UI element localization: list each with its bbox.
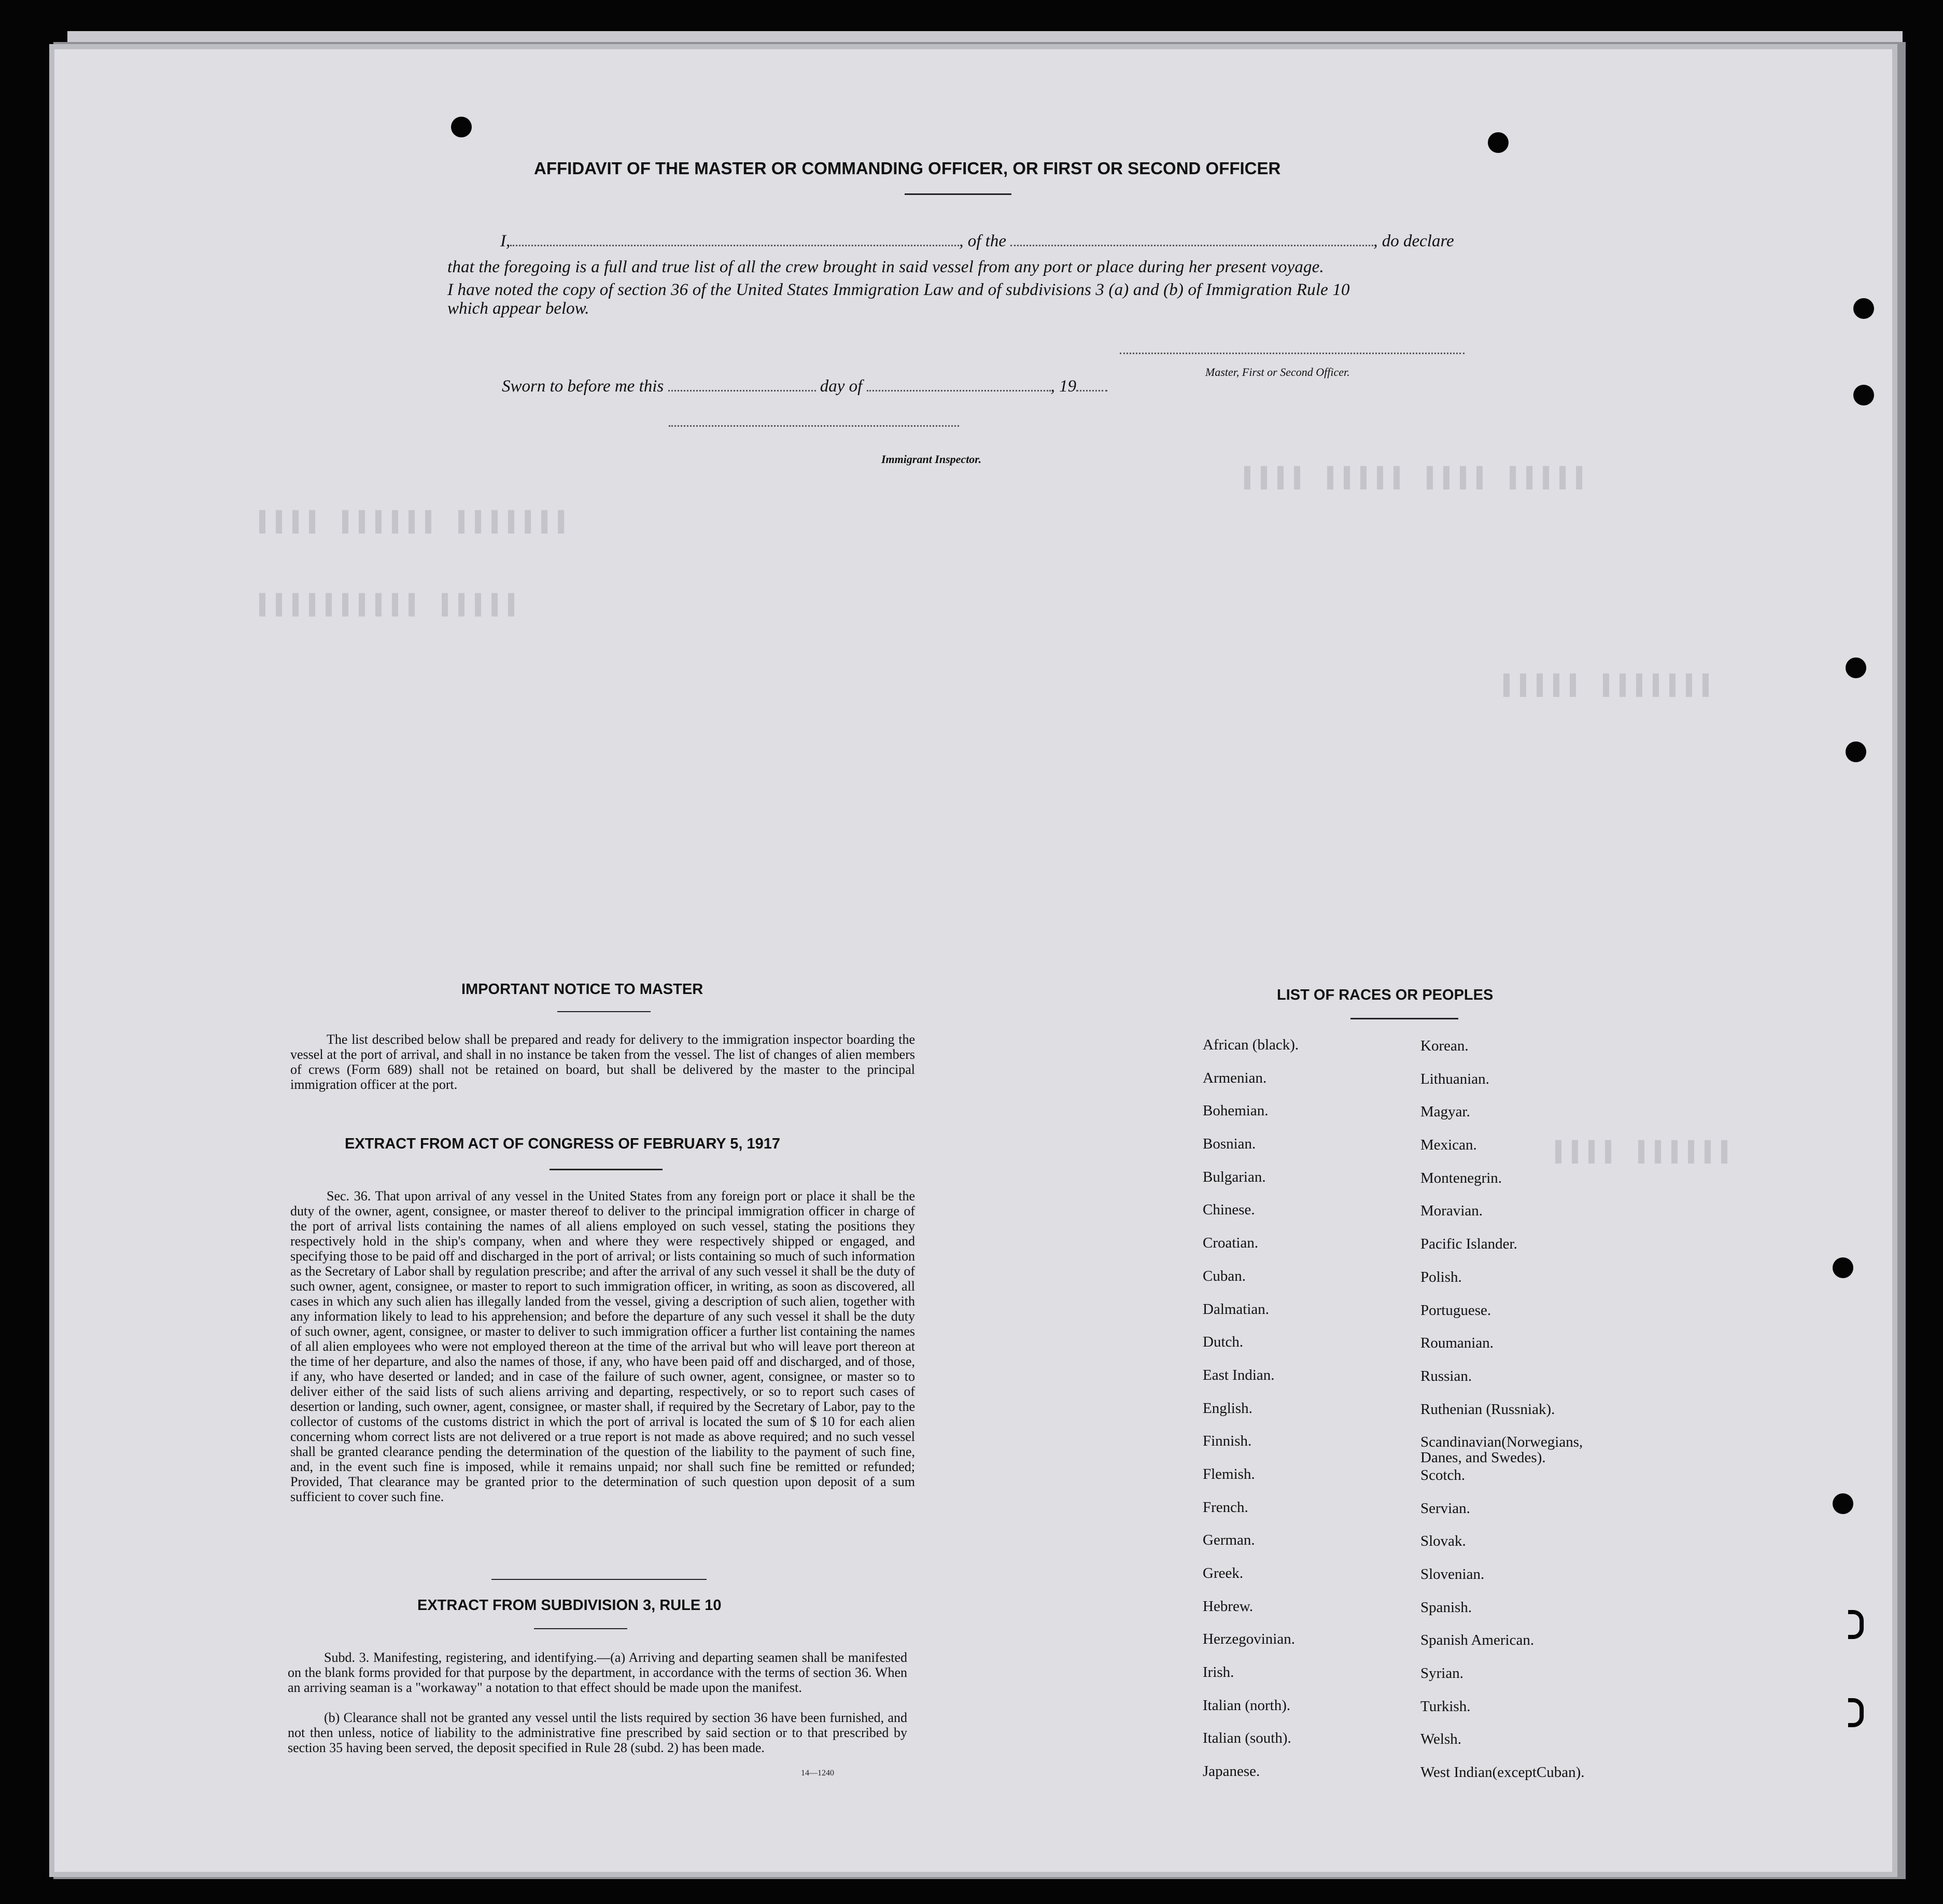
declaration-line bbox=[500, 232, 1454, 251]
inspector-signature-caption: Immigrant Inspector. bbox=[881, 453, 982, 466]
race-item: Dalmatian. bbox=[1203, 1300, 1270, 1318]
race-item: Bosnian. bbox=[1203, 1136, 1256, 1153]
race-item: Bohemian. bbox=[1203, 1102, 1269, 1119]
race-item: Armenian. bbox=[1203, 1069, 1267, 1086]
rule-subdivision-b-text: (b) Clearance shall not be granted any vessel until the lists required by section 36 have been furnished, and not then unless, notice of liability to the administrative fine prescribed by said section or to that prescribed by section 35 having been served, the deposit specified in Rule 28 (subd. 2) has been made. bbox=[288, 1710, 907, 1755]
race-item: Moravian. bbox=[1420, 1202, 1483, 1220]
race-item: Italian (south). bbox=[1203, 1730, 1291, 1747]
act-rule bbox=[550, 1169, 663, 1170]
race-item: German. bbox=[1203, 1532, 1255, 1549]
race-item: Dutch. bbox=[1203, 1334, 1244, 1351]
race-item: Lithuanian. bbox=[1420, 1070, 1489, 1087]
race-item: Scandinavian(Norwegians, Danes, and Swedes). bbox=[1420, 1434, 1583, 1466]
race-item: French. bbox=[1203, 1499, 1248, 1516]
race-item: Mexican. bbox=[1420, 1137, 1477, 1154]
race-item: Greek. bbox=[1203, 1565, 1244, 1581]
affidavit-text-line3: which appear below. bbox=[447, 299, 589, 318]
vessel-name-field[interactable] bbox=[1010, 245, 1373, 246]
sworn-year-field[interactable] bbox=[1076, 390, 1107, 391]
rule-title: EXTRACT FROM SUBDIVISION 3, RULE 10 bbox=[417, 1597, 722, 1614]
race-item: Japanese. bbox=[1203, 1763, 1260, 1780]
sworn-prefix: Sworn to before me this bbox=[502, 377, 664, 396]
punch-hole bbox=[451, 117, 472, 137]
race-item: Syrian. bbox=[1420, 1665, 1463, 1682]
races-rule bbox=[1350, 1018, 1458, 1019]
race-item: Polish. bbox=[1420, 1268, 1462, 1285]
race-item: Herzegovinian. bbox=[1203, 1631, 1295, 1648]
race-item: Cuban. bbox=[1203, 1267, 1246, 1284]
affidavit-text-line1: that the foregoing is a full and true list of all the crew brought in said vessel from any port or place during her present voyage. bbox=[447, 258, 1324, 276]
punch-hole bbox=[1846, 741, 1866, 762]
punch-hole bbox=[1848, 1698, 1864, 1727]
race-item: Italian (north). bbox=[1203, 1697, 1291, 1714]
race-item: Scotch. bbox=[1420, 1466, 1466, 1483]
race-item: Spanish American. bbox=[1420, 1632, 1534, 1649]
race-item: Slovak. bbox=[1420, 1533, 1466, 1550]
declaration-declare: , do declare bbox=[1373, 232, 1454, 250]
punch-hole bbox=[1846, 657, 1866, 678]
declaration-i: I, bbox=[500, 232, 511, 250]
notice-rule bbox=[557, 1011, 651, 1012]
notice-title: IMPORTANT NOTICE TO MASTER bbox=[461, 981, 703, 998]
race-item: Pacific Islander. bbox=[1420, 1236, 1517, 1253]
declaration-of: , of the bbox=[959, 232, 1006, 250]
race-item: Montenegrin. bbox=[1420, 1169, 1502, 1186]
affidavit-title: AFFIDAVIT OF THE MASTER OR COMMANDING OFFICER, OR FIRST OR SECOND OFFICER bbox=[534, 159, 1281, 178]
races-column-2 bbox=[1420, 1038, 1607, 1798]
sworn-day-field[interactable] bbox=[668, 390, 816, 391]
punch-hole bbox=[1833, 1257, 1853, 1278]
race-item: Turkish. bbox=[1420, 1698, 1471, 1715]
punch-hole bbox=[1853, 298, 1874, 319]
inspector-signature-field[interactable] bbox=[669, 425, 959, 427]
race-item: Finnish. bbox=[1203, 1433, 1252, 1450]
races-column-1 bbox=[1203, 1037, 1299, 1797]
master-name-field[interactable] bbox=[510, 245, 959, 246]
affidavit-text-line2: I have noted the copy of section 36 of the United States Immigration Law and of subdivisions 3 (a) and (b) of Immigration Rule 10 bbox=[447, 281, 1350, 299]
race-item: East Indian. bbox=[1203, 1366, 1275, 1383]
sworn-day-label: day of bbox=[820, 377, 863, 396]
sworn-line bbox=[502, 377, 1107, 396]
act-title: EXTRACT FROM ACT OF CONGRESS OF FEBRUARY 5, 1917 bbox=[345, 1136, 781, 1152]
race-item: Chinese. bbox=[1203, 1201, 1255, 1219]
race-item: Flemish. bbox=[1203, 1465, 1255, 1482]
race-item: Korean. bbox=[1420, 1038, 1469, 1054]
race-item: Ruthenian (Russniak). bbox=[1420, 1401, 1555, 1418]
race-item: Russian. bbox=[1420, 1367, 1472, 1384]
rule-subdivision-a-text: Subd. 3. Manifesting, registering, and identifying.—(a) Arriving and departing seamen shall be manifested on the blank forms provided for that purpose by the department, in accordance with the terms of section 36. When an arriving seaman is a "workaway" a notation to that effect should be made upon the manifest. bbox=[288, 1650, 907, 1695]
race-item: Hebrew. bbox=[1203, 1598, 1254, 1615]
notice-text: The list described below shall be prepared and ready for delivery to the immigration inspector boarding the vessel at the port of arrival, and shall in no instance be taken from the vessel. The list of changes of alien members of crews (Form 689) shall not be retained on board, but shall be delivered by the master to the principal immigration officer at the port. bbox=[290, 1032, 915, 1092]
sworn-month-field[interactable] bbox=[867, 390, 1051, 391]
race-item: West Indian(exceptCuban). bbox=[1420, 1764, 1585, 1781]
race-item: Irish. bbox=[1203, 1664, 1234, 1681]
punch-hole bbox=[1488, 132, 1509, 153]
race-item: African (black). bbox=[1203, 1037, 1299, 1053]
act-end-rule bbox=[491, 1579, 707, 1580]
race-item: Bulgarian. bbox=[1203, 1168, 1266, 1185]
race-item: English. bbox=[1203, 1399, 1252, 1417]
affidavit-title-rule bbox=[905, 193, 1011, 195]
race-item: Servian. bbox=[1420, 1500, 1470, 1517]
rule-title-rule bbox=[534, 1628, 627, 1629]
act-section-36-text: Sec. 36. That upon arrival of any vessel in the United States from any foreign port or place it shall be the duty of the owner, agent, consignee, or master thereof to deliver to the principal immigration officer in charge of the port of arrival lists containing the names of all aliens employed on such vessel, stating the positions they respectively hold in the ship's company, when and where they were respectively shipped or engaged, and specifying those to be paid off and discharged in the port of arrival; or lists containing so much of such information as the Secretary of Labor shall by regulation prescribe; and after the arrival of any such vessel it shall be the duty of such owner, agent, consignee, or master to report to such immigration officer, in writing, as soon as discovered, all cases in which any such alien has illegally landed from the vessel, giving a description of such alien, together with any information likely to lead to his apprehension; and before the departure of any such vessel it shall be the duty of such owner, agent, consignee, or master to deliver to such immigration officer a further list containing the names of all alien employees who were not employed thereon at the time of the arrival but who will leave port thereon at the time of her departure, and also the names of those, if any, who have been paid off and discharged, and of those, if any, who have deserted or landed; and in case of the failure of such owner, agent, consignee, or master so to deliver either of the said lists of such aliens arriving and departing, respectively, or so to report such cases of desertion or landing, such owner, agent, consignee, or master shall, if required by the Secretary of Labor, pay to the collector of customs of the customs district in which the port of arrival is located the sum of $ 10 for each alien concerning whom correct lists are not delivered or a true report is not made as above required; and no such vessel shall be granted clearance pending the determination of the question of the liability to the payment of such fine, and, in the event such fine is imposed, while it remains unpaid; nor shall such fine be remitted or refunded; Provided, That clearance may be granted prior to the determination of such question upon deposit of a sum sufficient to cover such fine. bbox=[290, 1188, 915, 1504]
race-item: Slovenian. bbox=[1420, 1566, 1485, 1583]
race-item: Croatian. bbox=[1203, 1235, 1259, 1252]
race-item: Magyar. bbox=[1420, 1103, 1470, 1121]
races-title: LIST OF RACES OR PEOPLES bbox=[1277, 987, 1494, 1003]
race-item: Welsh. bbox=[1420, 1731, 1462, 1748]
master-signature-field[interactable] bbox=[1120, 353, 1465, 354]
race-item: Portuguese. bbox=[1420, 1301, 1491, 1319]
race-item: Roumanian. bbox=[1420, 1335, 1494, 1352]
race-item: Spanish. bbox=[1420, 1599, 1472, 1616]
punch-hole bbox=[1833, 1493, 1853, 1514]
punch-hole bbox=[1853, 385, 1874, 405]
sworn-year-label: , 19 bbox=[1050, 377, 1077, 396]
punch-hole bbox=[1848, 1610, 1864, 1639]
form-number: 14—1240 bbox=[801, 1769, 834, 1777]
master-signature-caption: Master, First or Second Officer. bbox=[1205, 366, 1350, 379]
manifest-back-page bbox=[54, 49, 1892, 1872]
